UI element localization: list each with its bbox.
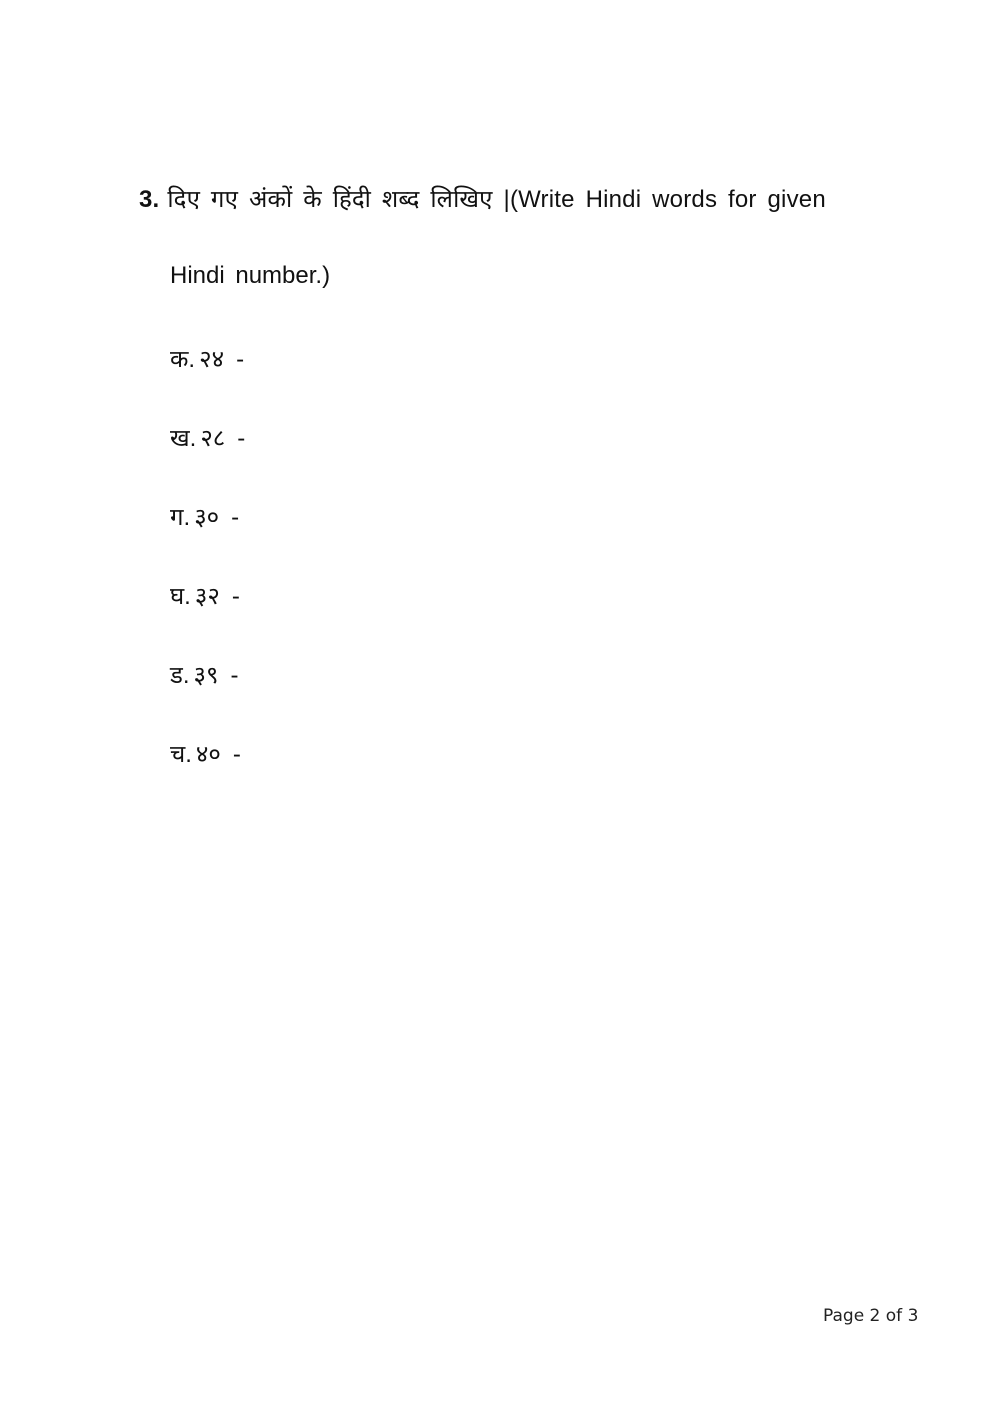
item-dash: - <box>236 346 245 373</box>
item-number: २४ <box>199 346 225 373</box>
item-label: च. <box>170 741 192 768</box>
item-number: ४० <box>195 741 221 768</box>
item-number: ३२ <box>194 583 220 610</box>
item-label: क. <box>170 346 196 373</box>
list-item <box>170 658 805 691</box>
list-item <box>170 342 811 375</box>
question-text-line1: दिए गए अंकों के हिंदी शब्द लिखिए |(Write Hindi words for given <box>167 186 826 213</box>
answer-field[interactable] <box>251 349 811 375</box>
question-heading <box>139 182 826 215</box>
answer-field[interactable] <box>247 586 807 612</box>
item-number: ३९ <box>193 662 219 689</box>
item-label: ड. <box>170 662 190 689</box>
answer-field[interactable] <box>252 428 812 454</box>
item-number: ३० <box>194 504 220 531</box>
item-dash: - <box>230 662 239 689</box>
item-dash: - <box>232 741 241 768</box>
answer-field[interactable] <box>245 665 805 691</box>
list-item <box>170 737 808 770</box>
answer-field[interactable] <box>248 744 808 770</box>
item-dash: - <box>237 425 246 452</box>
question-number: 3. <box>139 186 160 213</box>
item-dash: - <box>231 504 240 531</box>
list-item <box>170 421 812 454</box>
page-number: Page 2 of 3 <box>823 1306 919 1326</box>
answer-field[interactable] <box>246 507 806 533</box>
list-item <box>170 500 806 533</box>
question-text-line2: Hindi number.) <box>170 262 331 289</box>
item-number: २८ <box>200 425 226 452</box>
item-label: ख. <box>170 425 197 452</box>
list-item <box>170 579 807 612</box>
item-label: ग. <box>170 504 191 531</box>
item-dash: - <box>231 583 240 610</box>
item-label: घ. <box>170 583 191 610</box>
